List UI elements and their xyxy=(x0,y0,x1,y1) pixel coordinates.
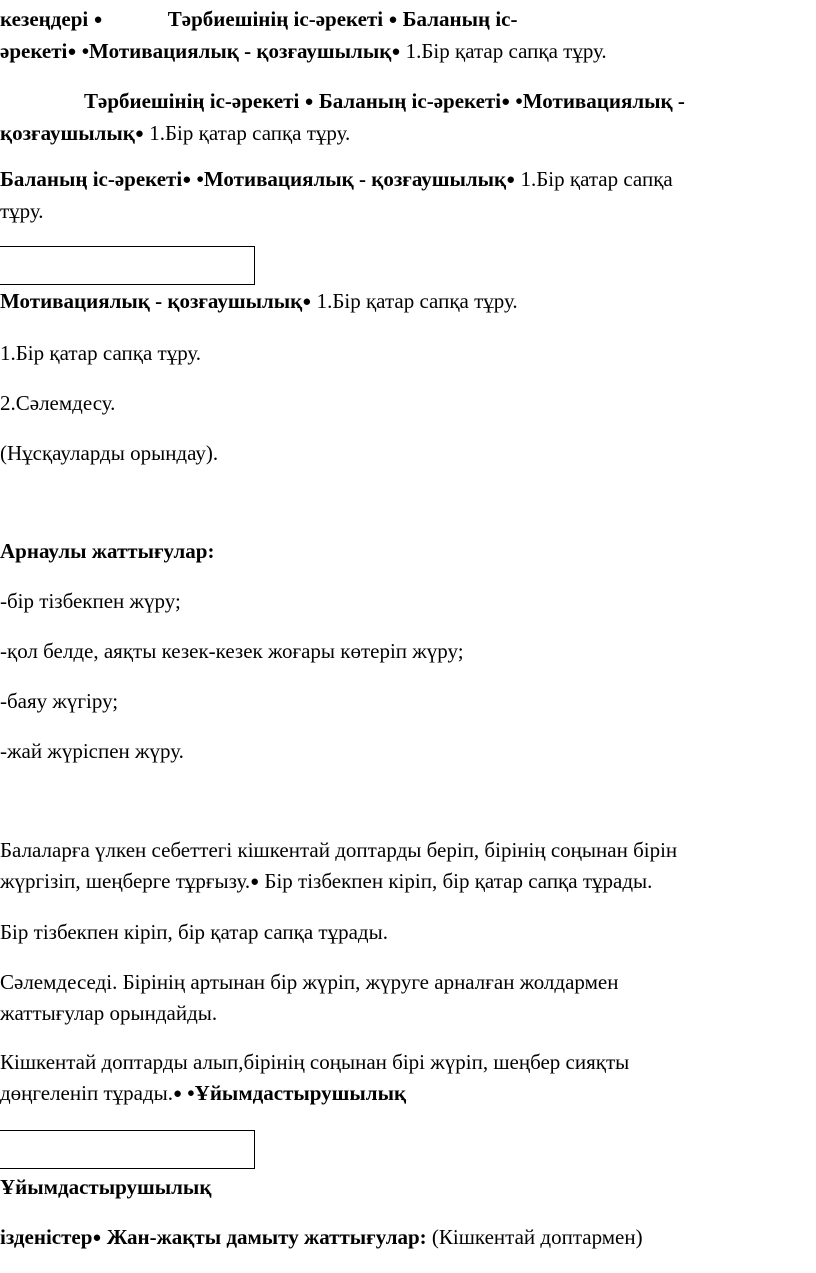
text-stages: кезеңдері xyxy=(0,7,89,31)
text-greeting: Сәлемдеседі. Бірінің артынан бір жүріп, жүруге арналған жолдармен xyxy=(0,970,619,994)
step-3: (Нұсқауларды орындау). xyxy=(0,441,219,465)
text-circle-stand: дөңгеленіп тұрады. xyxy=(0,1081,173,1105)
bullet-icon: ● xyxy=(304,94,314,110)
text-circle-form: жүргізіп, шеңберге тұрғызу. xyxy=(0,869,251,893)
paragraph-4 xyxy=(0,286,816,318)
text-step-1-part2: тұру. xyxy=(0,199,44,223)
text-organizational: Ұйымдастырушылық xyxy=(194,1081,407,1105)
text-step-1: 1.Бір қатар сапқа тұру. xyxy=(405,39,607,63)
step-2: 2.Сәлемдесу. xyxy=(0,391,116,415)
bullet-small-icon: • xyxy=(515,89,523,113)
bullet-icon: ● xyxy=(506,172,516,188)
heading-text: Арнаулы жаттығулар: xyxy=(0,539,215,563)
step-1: 1.Бір қатар сапқа тұру. xyxy=(0,341,202,365)
text-searches: ізденістер xyxy=(0,1225,93,1249)
bullet-icon: ● xyxy=(391,44,401,60)
text-step-1: 1.Бір қатар сапқа тұру. xyxy=(316,289,518,313)
text-general-exercises: Жан-жақты дамыту жаттығулар: xyxy=(106,1225,427,1249)
text-motivation: Мотивациялық - қозғаушылық xyxy=(89,39,392,63)
paragraph-7 xyxy=(0,967,816,1029)
exercise-1: -бір тізбекпен жүру; xyxy=(0,589,181,613)
paragraph-8 xyxy=(0,1047,816,1110)
text-ball-distribution: Балаларға үлкен себеттегі кішкентай доптарды беріп, бірінің соңынан бірін xyxy=(0,838,678,862)
paragraph-2 xyxy=(0,86,816,150)
text-line-up: Бір тізбекпен кіріп, бір қатар сапқа тұрады. xyxy=(264,869,653,893)
text-child-activity-part2: әрекеті xyxy=(0,39,68,63)
bullet-small-icon: • xyxy=(196,167,204,191)
bullet-icon: ● xyxy=(92,1230,102,1246)
exercise-2: -қол белде, аяқты кезек-кезек жоғары көтеріп жүру; xyxy=(0,639,464,663)
bullet-icon: ● xyxy=(93,12,103,28)
special-exercises-heading xyxy=(0,536,816,567)
text-with-small-balls: (Кішкентай доптармен) xyxy=(431,1225,643,1249)
text-teacher-activity: Тәрбиешінің іс-әрекеті xyxy=(167,7,384,31)
paragraph-10 xyxy=(0,1222,816,1254)
bullet-icon: ● xyxy=(67,44,77,60)
text-motivation: Мотивациялық - қозғаушылық xyxy=(203,167,507,191)
text-take-balls: Кішкентай доптарды алып,бірінің соңынан бірі жүріп, шеңбер сияқты xyxy=(0,1050,630,1074)
bullet-small-icon: • xyxy=(81,39,90,63)
paragraph-5 xyxy=(0,835,816,898)
empty-table-cell xyxy=(0,246,255,285)
paragraph-6: Бір тізбекпен кіріп, бір қатар сапқа тұрады. xyxy=(0,920,388,944)
bullet-icon: ● xyxy=(302,294,312,310)
text-motivation-part2: қозғаушылық xyxy=(0,121,135,145)
text-child-activity-part1: Баланың іс- xyxy=(402,7,518,31)
text-step-1-part1: 1.Бір қатар сапқа xyxy=(520,167,673,191)
exercise-4: -жай жүріспен жүру. xyxy=(0,739,184,763)
exercise-3: -баяу жүгіру; xyxy=(0,689,119,713)
paragraph-3 xyxy=(0,164,816,227)
text-motivation: Мотивациялық - қозғаушылық xyxy=(0,289,303,313)
bullet-icon: ● xyxy=(250,874,260,890)
paragraph-1 xyxy=(0,4,816,68)
text-organizational: Ұйымдастырушылық xyxy=(0,1175,212,1199)
text-child-activity: Баланың іс-әрекеті xyxy=(318,89,502,113)
bullet-icon: ● xyxy=(172,1086,183,1102)
bullet-small-icon: • xyxy=(187,1081,195,1105)
text-step-1: 1.Бір қатар сапқа тұру. xyxy=(149,121,351,145)
empty-table-cell xyxy=(0,1130,255,1169)
bullet-icon: ● xyxy=(388,12,398,28)
paragraph-9 xyxy=(0,1172,816,1203)
bullet-icon: ● xyxy=(182,172,192,188)
bullet-icon: ● xyxy=(501,94,511,110)
text-exercises: жаттығулар орындайды. xyxy=(0,1001,218,1025)
text-motivation-part1: Мотивациялық - xyxy=(522,89,685,113)
bullet-icon: ● xyxy=(134,126,144,142)
text-teacher-activity: Тәрбиешінің іс-әрекеті xyxy=(84,89,300,113)
text-child-activity: Баланың іс-әрекеті xyxy=(0,167,183,191)
